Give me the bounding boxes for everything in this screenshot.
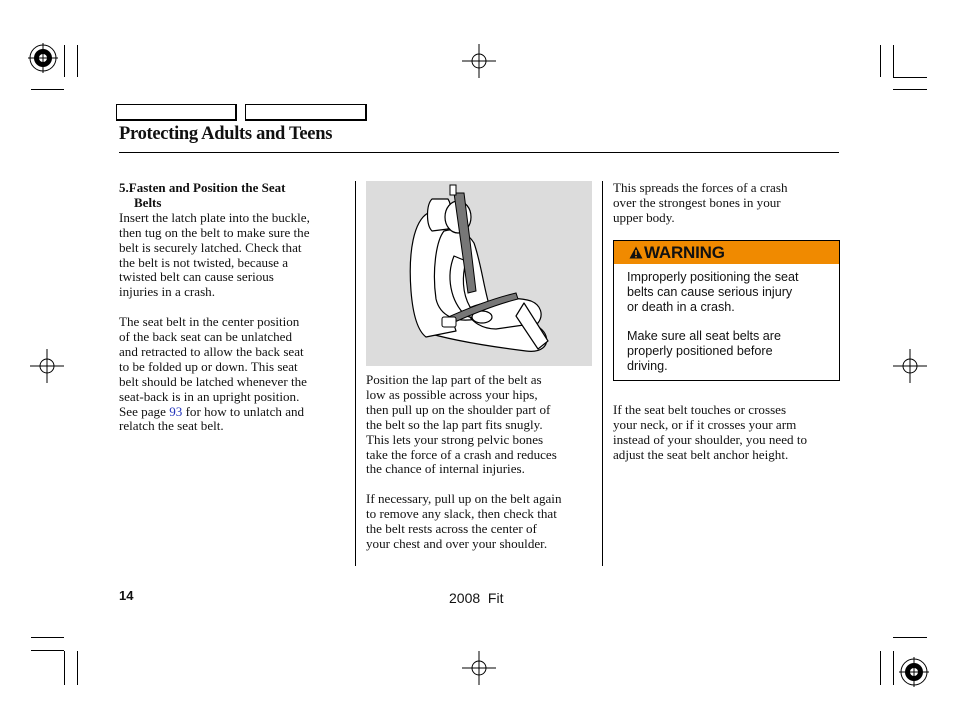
text-line: This lets your strong pelvic bones	[366, 431, 544, 447]
warning-text-position	[627, 329, 781, 374]
column-3-anchor-height	[613, 403, 845, 463]
text-line: then pull up on the shoulder part of	[366, 401, 551, 417]
seat-belt-illustration	[366, 181, 592, 366]
paragraph-latch	[119, 211, 351, 300]
see-page-text-after: for how to unlatch and	[185, 403, 305, 419]
seated-person-seatbelt-icon	[366, 181, 592, 366]
step-heading-continued: Belts	[134, 194, 162, 210]
column-2-text	[366, 373, 598, 552]
warning-header	[614, 241, 839, 264]
crosshair-mark-icon	[462, 44, 496, 78]
text-line: injuries in a crash.	[119, 284, 215, 300]
text-line: relatch the seat belt.	[119, 418, 224, 434]
paragraph-lap-belt	[366, 373, 598, 477]
text-line: upper body.	[613, 209, 675, 225]
text-line	[119, 405, 351, 420]
text-line: twisted belt can cause serious	[119, 269, 274, 285]
text-line: belt should be latched whenever the	[119, 373, 307, 389]
text-line: instead of your shoulder, you need to	[613, 431, 808, 447]
text-line: the chance of internal injuries.	[366, 461, 525, 477]
page-title: Protecting Adults and Teens	[119, 124, 333, 144]
page-number: 14	[119, 588, 134, 603]
text-line: Make sure all seat belts are	[627, 329, 781, 343]
text-line: low as possible across your hips,	[366, 386, 538, 402]
text-line: over the strongest bones in your	[613, 194, 781, 210]
text-line: properly positioned before	[627, 343, 773, 358]
section-tab-box	[116, 104, 237, 121]
text-line: If necessary, pull up on the belt again	[366, 491, 562, 507]
text-line: belt is securely latched. Check that	[119, 239, 302, 255]
text-line: Insert the latch plate into the buckle,	[119, 209, 310, 225]
text-line: the belt so the lap part fits snugly.	[366, 416, 543, 432]
text-line: seat-back is in an upright position.	[119, 388, 300, 404]
see-page-text: See page	[119, 403, 166, 419]
text-line: your neck, or if it crosses your arm	[613, 416, 797, 432]
text-line: The seat belt in the center position	[119, 314, 300, 330]
step-heading: 5.Fasten and Position the Seat	[119, 180, 286, 195]
text-line: adjust the seat belt anchor height.	[613, 446, 789, 462]
text-line: Improperly positioning the seat	[627, 270, 799, 284]
paragraph-center-belt	[119, 315, 351, 434]
text-line: to remove any slack, then check that	[366, 506, 557, 522]
text-line: to be folded up or down. This seat	[119, 358, 298, 374]
text-line: or death in a crash.	[627, 299, 735, 314]
crosshair-mark-icon	[30, 349, 64, 383]
text-line: Position the lap part of the belt as	[366, 372, 542, 387]
footer-model: 2008 Fit	[449, 590, 504, 606]
text-line: and retracted to allow the back seat	[119, 343, 304, 359]
warning-text-injury	[627, 270, 799, 315]
text-line: take the force of a crash and reduces	[366, 446, 557, 462]
registration-target-icon	[27, 42, 59, 74]
section-tab-box	[245, 104, 367, 121]
warning-triangle-icon	[629, 246, 643, 259]
column-divider	[602, 181, 603, 566]
column-1	[119, 181, 351, 434]
column-3-intro	[613, 181, 843, 226]
page-link[interactable]: 93	[169, 403, 183, 419]
text-line: driving.	[627, 358, 668, 373]
warning-box	[613, 240, 840, 381]
text-line: your chest and over your shoulder.	[366, 535, 548, 551]
column-divider	[355, 181, 356, 566]
text-line: then tug on the belt to make sure the	[119, 224, 310, 240]
crosshair-mark-icon	[462, 651, 496, 685]
crosshair-mark-icon	[893, 349, 927, 383]
title-rule	[119, 152, 839, 153]
warning-title: WARNING	[644, 243, 725, 262]
text-line: belts can cause serious injury	[627, 284, 793, 299]
paragraph-remove-slack	[366, 492, 598, 552]
text-line: If the seat belt touches or crosses	[613, 402, 787, 417]
text-line: the belt is not twisted, because a	[119, 254, 289, 270]
text-line: the belt rests across the center of	[366, 521, 537, 537]
text-line: This spreads the forces of a crash	[613, 180, 788, 195]
text-line: of the back seat can be unlatched	[119, 329, 293, 345]
registration-target-icon	[898, 656, 930, 688]
